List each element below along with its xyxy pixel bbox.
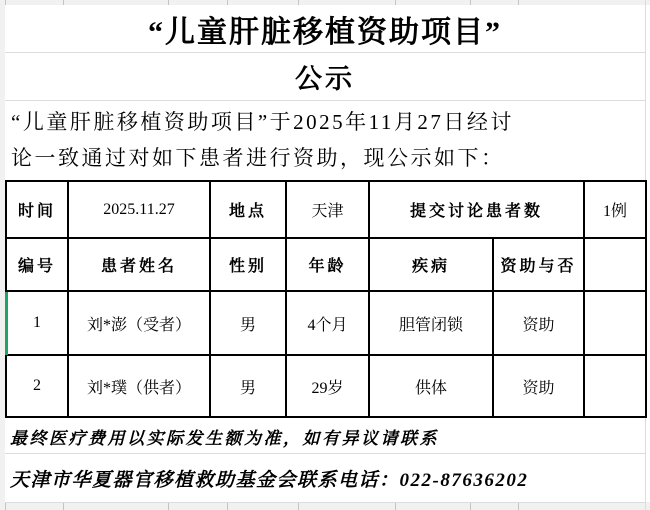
gridline-tick bbox=[168, 502, 169, 510]
gridline-tick bbox=[395, 502, 396, 510]
patient-count-label: 提交讨论患者数 bbox=[369, 181, 584, 238]
cell-number: 2 bbox=[6, 355, 68, 417]
gridline-under-notes bbox=[5, 502, 645, 503]
col-header-number: 编号 bbox=[6, 238, 68, 291]
gridline-tick bbox=[298, 502, 299, 510]
col-header-patient-name: 患者姓名 bbox=[68, 238, 210, 291]
time-label: 时间 bbox=[6, 181, 68, 238]
selection-left-border bbox=[5, 292, 8, 355]
cell-patient-name: 刘*璞（供者） bbox=[68, 355, 210, 417]
intro-paragraph bbox=[5, 101, 645, 178]
patient-count-value: 1例 bbox=[584, 181, 646, 238]
gridline-tick bbox=[227, 502, 228, 510]
place-label: 地点 bbox=[210, 181, 286, 238]
gridline-tick bbox=[5, 502, 6, 510]
col-header-age: 年龄 bbox=[286, 238, 369, 291]
contact-note: 天津市华夏器官移植救助基金会联系电话：022-87636202 bbox=[10, 469, 529, 491]
col-header-disease: 疾病 bbox=[369, 238, 493, 291]
col-header-blank bbox=[584, 238, 646, 291]
disclaimer-note: 最终医疗费用以实际发生额为准，如有异议请联系 bbox=[10, 429, 439, 448]
gridline-tick bbox=[518, 502, 519, 510]
intro-line-1: “儿童肝脏移植资助项目”于2025年11月27日经讨 bbox=[11, 110, 514, 134]
patients-table bbox=[5, 180, 647, 418]
intro-line-2: 论一致通过对如下患者进行资助，现公示如下： bbox=[11, 146, 505, 170]
cell-number: 1 bbox=[6, 291, 68, 355]
cell-gender: 男 bbox=[210, 355, 286, 417]
cell-gender: 男 bbox=[210, 291, 286, 355]
time-value: 2025.11.27 bbox=[68, 181, 210, 238]
table-row bbox=[6, 291, 646, 355]
cell-disease: 胆管闭锁 bbox=[369, 291, 493, 355]
column-header-row bbox=[6, 238, 646, 291]
col-header-gender: 性别 bbox=[210, 238, 286, 291]
page-title: “儿童肝脏移植资助项目” bbox=[148, 15, 502, 49]
cell-blank bbox=[584, 291, 646, 355]
cell-disease: 供体 bbox=[369, 355, 493, 417]
sheet-bottom-margin bbox=[0, 502, 650, 510]
table-row bbox=[6, 355, 646, 417]
col-header-funded: 资助与否 bbox=[493, 238, 584, 291]
page-subtitle: 公示 bbox=[295, 64, 355, 94]
meeting-info-row bbox=[6, 181, 646, 238]
place-value: 天津 bbox=[286, 181, 369, 238]
cell-funded: 资助 bbox=[493, 355, 584, 417]
cell-age: 4个月 bbox=[286, 291, 369, 355]
cell-age: 29岁 bbox=[286, 355, 369, 417]
gridline-tick bbox=[470, 502, 471, 510]
cell-blank bbox=[584, 355, 646, 417]
cell-patient-name: 刘*澎（受者） bbox=[68, 291, 210, 355]
gridline-between-notes bbox=[5, 453, 645, 454]
cell-funded: 资助 bbox=[493, 291, 584, 355]
gridline-tick bbox=[63, 502, 64, 510]
